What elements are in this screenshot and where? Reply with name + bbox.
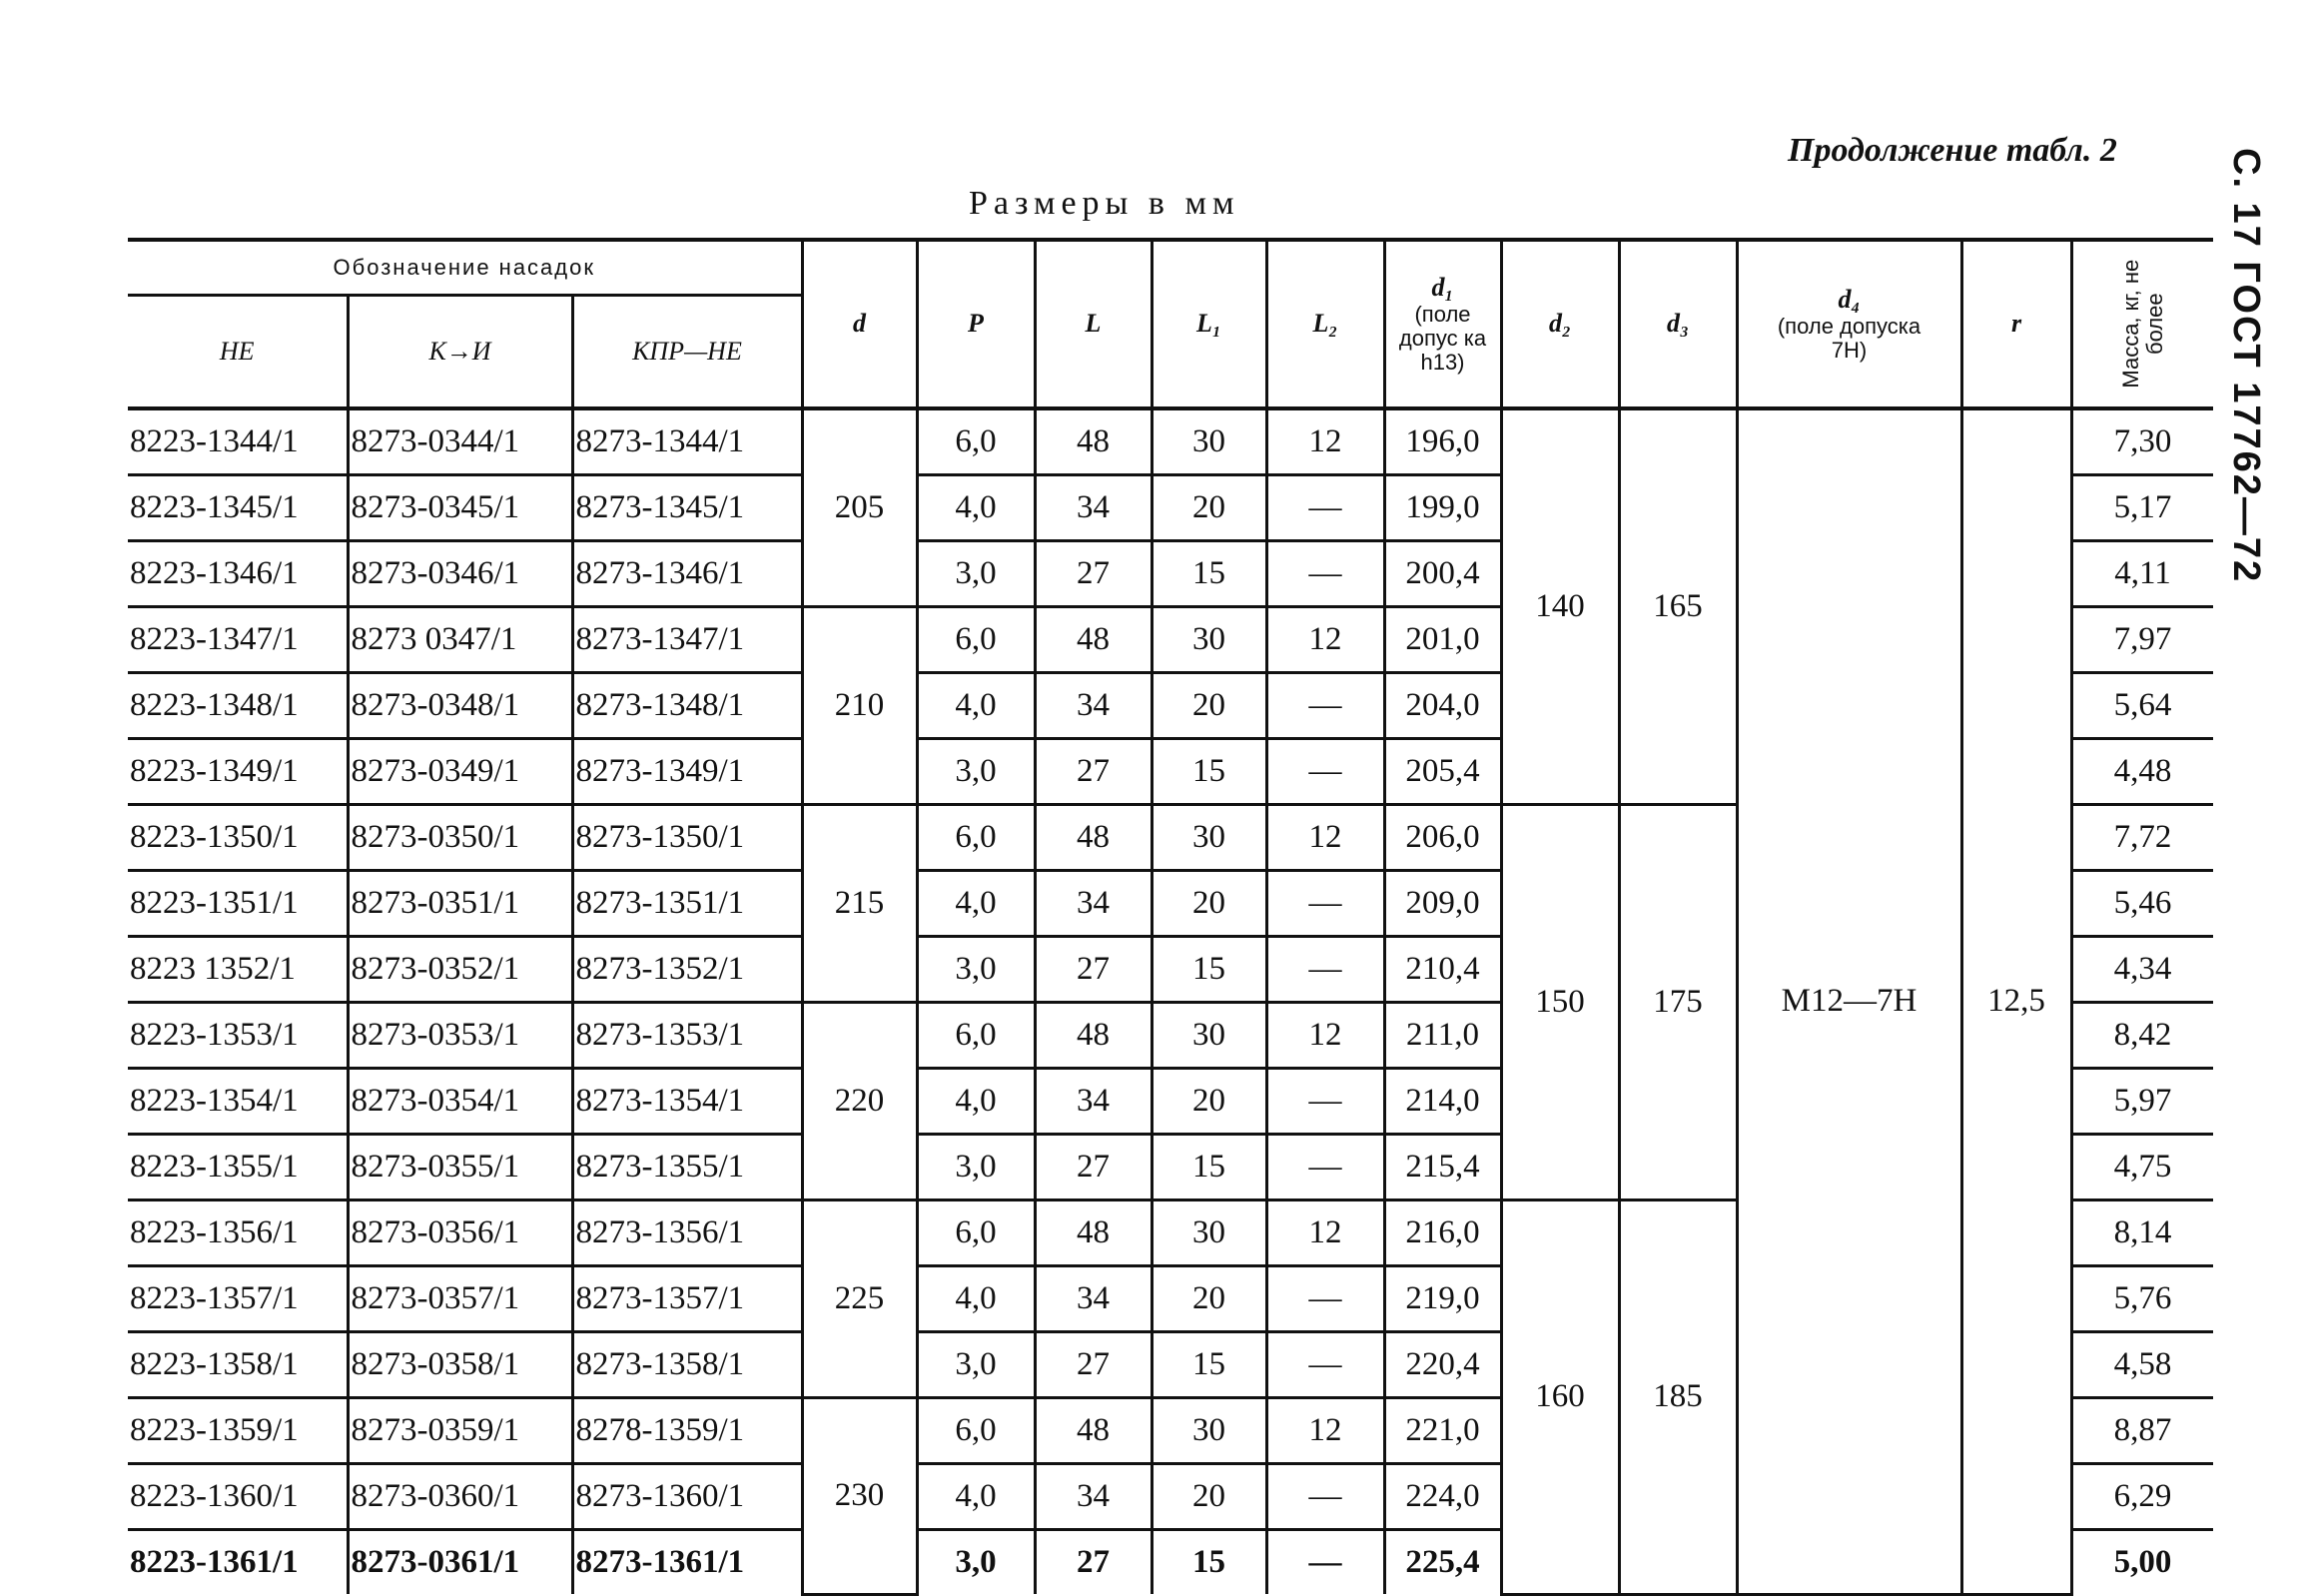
cell-kpr: 8273-1361/1 (572, 1530, 802, 1595)
cell-L2: — (1266, 475, 1384, 541)
cell-L: 48 (1035, 805, 1152, 871)
cell-L2: — (1266, 739, 1384, 805)
table-body (128, 408, 2213, 1594)
col-header-d1 (1384, 240, 1501, 408)
cell-mass: 6,29 (2071, 1464, 2213, 1530)
cell-P: 6,0 (917, 1003, 1035, 1069)
cell-d1: 221,0 (1384, 1398, 1501, 1464)
cell-kpr: 8273-1352/1 (572, 937, 802, 1003)
cell-d: 225 (802, 1200, 917, 1398)
cell-kpr: 8273-1358/1 (572, 1332, 802, 1398)
cell-d2: 140 (1501, 408, 1619, 805)
cell-ki: 8273-0353/1 (348, 1003, 572, 1069)
cell-L: 27 (1035, 1530, 1152, 1595)
cell-ki: 8273 0347/1 (348, 607, 572, 673)
col-header-d4-symbol: d₄ (1838, 285, 1861, 315)
cell-L2: — (1266, 541, 1384, 607)
page-side-label: С. 17 ГОСТ 17762—72 (2225, 148, 2267, 584)
col-header-mass (2071, 240, 2213, 408)
cell-L: 27 (1035, 739, 1152, 805)
cell-L1: 30 (1152, 805, 1266, 871)
cell-d3: 165 (1619, 408, 1737, 805)
cell-d1: 199,0 (1384, 475, 1501, 541)
cell-kpr: 8273-1345/1 (572, 475, 802, 541)
cell-d1: 225,4 (1384, 1530, 1501, 1595)
cell-ne: 8223-1349/1 (128, 739, 348, 805)
cell-d1: 200,4 (1384, 541, 1501, 607)
col-header-d3: d₃ (1619, 240, 1737, 408)
cell-kpr: 8273-1349/1 (572, 739, 802, 805)
cell-mass: 5,64 (2071, 673, 2213, 739)
cell-mass: 5,46 (2071, 871, 2213, 937)
continuation-note: Продолжение табл. 2 (1788, 132, 2117, 169)
cell-L2: — (1266, 1266, 1384, 1332)
cell-L2: 12 (1266, 408, 1384, 475)
cell-ki: 8273-0350/1 (348, 805, 572, 871)
cell-d2: 150 (1501, 805, 1619, 1200)
cell-L1: 30 (1152, 1003, 1266, 1069)
cell-P: 3,0 (917, 1332, 1035, 1398)
cell-ne: 8223-1351/1 (128, 871, 348, 937)
cell-L1: 20 (1152, 1266, 1266, 1332)
cell-ne: 8223-1354/1 (128, 1069, 348, 1135)
cell-L1: 30 (1152, 607, 1266, 673)
col-header-d: d (802, 240, 917, 408)
cell-ne: 8223 1352/1 (128, 937, 348, 1003)
cell-L1: 30 (1152, 1200, 1266, 1266)
cell-L1: 30 (1152, 1398, 1266, 1464)
col-header-r: r (1961, 240, 2071, 408)
cell-L2: — (1266, 1135, 1384, 1200)
cell-P: 6,0 (917, 408, 1035, 475)
cell-ki: 8273-0349/1 (348, 739, 572, 805)
cell-mass: 7,30 (2071, 408, 2213, 475)
cell-mass: 8,14 (2071, 1200, 2213, 1266)
cell-mass: 7,97 (2071, 607, 2213, 673)
cell-L2: — (1266, 1069, 1384, 1135)
cell-ki: 8273-0348/1 (348, 673, 572, 739)
col-header-L1: L₁ (1152, 240, 1266, 408)
cell-kpr: 8273-1350/1 (572, 805, 802, 871)
cell-kpr: 8273-1351/1 (572, 871, 802, 937)
cell-d1: 215,4 (1384, 1135, 1501, 1200)
col-header-P: P (917, 240, 1035, 408)
cell-ne: 8223-1356/1 (128, 1200, 348, 1266)
cell-d3: 175 (1619, 805, 1737, 1200)
cell-P: 3,0 (917, 541, 1035, 607)
cell-L2: 12 (1266, 805, 1384, 871)
cell-L: 34 (1035, 673, 1152, 739)
cell-L: 48 (1035, 1398, 1152, 1464)
cell-P: 4,0 (917, 475, 1035, 541)
cell-ne: 8223-1345/1 (128, 475, 348, 541)
col-header-mass-label: Масса, кг, не более (2117, 260, 2167, 389)
cell-L: 27 (1035, 1332, 1152, 1398)
cell-kpr: 8273-1360/1 (572, 1464, 802, 1530)
cell-d1: 214,0 (1384, 1069, 1501, 1135)
cell-mass: 4,58 (2071, 1332, 2213, 1398)
cell-L1: 15 (1152, 1332, 1266, 1398)
cell-ne: 8223-1357/1 (128, 1266, 348, 1332)
cell-d: 215 (802, 805, 917, 1003)
cell-ki: 8273-0355/1 (348, 1135, 572, 1200)
cell-ne: 8223-1353/1 (128, 1003, 348, 1069)
cell-L2: — (1266, 1464, 1384, 1530)
cell-L: 34 (1035, 1266, 1152, 1332)
group-header: Обозначение насадок (128, 240, 802, 296)
cell-L1: 20 (1152, 475, 1266, 541)
cell-L: 34 (1035, 871, 1152, 937)
col-header-d1-note: (поле допус ка h13) (1398, 301, 1487, 375)
cell-d1: 206,0 (1384, 805, 1501, 871)
cell-d: 210 (802, 607, 917, 805)
spec-table (128, 238, 2213, 1596)
cell-d1: 204,0 (1384, 673, 1501, 739)
cell-ne: 8223-1347/1 (128, 607, 348, 673)
cell-d: 220 (802, 1003, 917, 1200)
table-row (128, 408, 2213, 475)
cell-L1: 15 (1152, 1530, 1266, 1595)
cell-L1: 20 (1152, 1069, 1266, 1135)
cell-L1: 20 (1152, 1464, 1266, 1530)
cell-ki: 8273-0346/1 (348, 541, 572, 607)
cell-kpr: 8273-1357/1 (572, 1266, 802, 1332)
col-header-d1-symbol: d₁ (1431, 272, 1454, 302)
cell-L2: — (1266, 673, 1384, 739)
cell-kpr: 8273-1344/1 (572, 408, 802, 475)
col-header-d4 (1737, 240, 1961, 408)
cell-d1: 201,0 (1384, 607, 1501, 673)
cell-P: 4,0 (917, 1069, 1035, 1135)
cell-d1: 219,0 (1384, 1266, 1501, 1332)
cell-P: 4,0 (917, 1266, 1035, 1332)
cell-kpr: 8273-1347/1 (572, 607, 802, 673)
cell-L: 34 (1035, 1069, 1152, 1135)
cell-ki: 8273-0351/1 (348, 871, 572, 937)
cell-L2: 12 (1266, 1398, 1384, 1464)
cell-L2: 12 (1266, 1003, 1384, 1069)
cell-ki: 8273-0359/1 (348, 1398, 572, 1464)
cell-L: 34 (1035, 475, 1152, 541)
cell-L: 27 (1035, 1135, 1152, 1200)
cell-ne: 8223-1346/1 (128, 541, 348, 607)
cell-L: 48 (1035, 1003, 1152, 1069)
col-header-ki: К→И (348, 296, 572, 409)
cell-d: 205 (802, 408, 917, 607)
cell-d1: 205,4 (1384, 739, 1501, 805)
cell-kpr: 8273-1355/1 (572, 1135, 802, 1200)
cell-ki: 8273-0357/1 (348, 1266, 572, 1332)
cell-L1: 15 (1152, 739, 1266, 805)
cell-L: 48 (1035, 408, 1152, 475)
cell-kpr: 8273-1354/1 (572, 1069, 802, 1135)
cell-mass: 4,75 (2071, 1135, 2213, 1200)
cell-L1: 20 (1152, 871, 1266, 937)
col-header-kpr: КПР—НЕ (572, 296, 802, 409)
cell-d1: 224,0 (1384, 1464, 1501, 1530)
col-header-L: L (1035, 240, 1152, 408)
cell-L1: 30 (1152, 408, 1266, 475)
cell-mass: 7,72 (2071, 805, 2213, 871)
cell-mass: 5,97 (2071, 1069, 2213, 1135)
cell-mass: 8,42 (2071, 1003, 2213, 1069)
cell-mass: 4,11 (2071, 541, 2213, 607)
cell-d: 230 (802, 1398, 917, 1595)
cell-kpr: 8273-1356/1 (572, 1200, 802, 1266)
cell-d2: 160 (1501, 1200, 1619, 1595)
cell-L2: — (1266, 1530, 1384, 1595)
cell-ki: 8273-0354/1 (348, 1069, 572, 1135)
cell-L: 34 (1035, 1464, 1152, 1530)
cell-P: 4,0 (917, 871, 1035, 937)
cell-P: 3,0 (917, 739, 1035, 805)
cell-L: 48 (1035, 1200, 1152, 1266)
cell-mass: 5,76 (2071, 1266, 2213, 1332)
cell-d1: 211,0 (1384, 1003, 1501, 1069)
cell-P: 3,0 (917, 937, 1035, 1003)
cell-L1: 15 (1152, 937, 1266, 1003)
cell-d1: 220,4 (1384, 1332, 1501, 1398)
cell-ne: 8223-1348/1 (128, 673, 348, 739)
cell-ne: 8223-1358/1 (128, 1332, 348, 1398)
cell-ne: 8223-1350/1 (128, 805, 348, 871)
cell-mass: 4,34 (2071, 937, 2213, 1003)
cell-L2: — (1266, 1332, 1384, 1398)
cell-L: 27 (1035, 541, 1152, 607)
cell-P: 6,0 (917, 607, 1035, 673)
cell-ne: 8223-1344/1 (128, 408, 348, 475)
col-header-d4-note: (поле допуска 7H) (1777, 313, 1922, 363)
cell-L2: 12 (1266, 1200, 1384, 1266)
cell-L1: 15 (1152, 1135, 1266, 1200)
cell-P: 6,0 (917, 805, 1035, 871)
cell-L2: — (1266, 871, 1384, 937)
cell-kpr: 8273-1348/1 (572, 673, 802, 739)
cell-mass: 5,00 (2071, 1530, 2213, 1595)
cell-mass: 4,48 (2071, 739, 2213, 805)
cell-mass: 8,87 (2071, 1398, 2213, 1464)
cell-L1: 15 (1152, 541, 1266, 607)
cell-d4: M12—7H (1737, 408, 1961, 1594)
cell-P: 3,0 (917, 1135, 1035, 1200)
cell-P: 6,0 (917, 1200, 1035, 1266)
cell-d1: 196,0 (1384, 408, 1501, 475)
cell-P: 3,0 (917, 1530, 1035, 1595)
cell-ki: 8273-0344/1 (348, 408, 572, 475)
cell-kpr: 8278-1359/1 (572, 1398, 802, 1464)
cell-ne: 8223-1361/1 (130, 1544, 299, 1580)
table-container (128, 238, 2213, 1596)
cell-ki: 8273-0352/1 (348, 937, 572, 1003)
cell-L1: 20 (1152, 673, 1266, 739)
cell-P: 4,0 (917, 1464, 1035, 1530)
col-header-ne: НЕ (128, 296, 348, 409)
cell-d3: 185 (1619, 1200, 1737, 1595)
cell-ki: 8273-0356/1 (348, 1200, 572, 1266)
cell-d1: 209,0 (1384, 871, 1501, 937)
cell-ne: 8223-1360/1 (128, 1464, 348, 1530)
cell-d1: 216,0 (1384, 1200, 1501, 1266)
cell-ki: 8273-0360/1 (348, 1464, 572, 1530)
cell-d1: 210,4 (1384, 937, 1501, 1003)
cell-L2: — (1266, 937, 1384, 1003)
cell-L2: 12 (1266, 607, 1384, 673)
cell-ne: 8223-1359/1 (128, 1398, 348, 1464)
cell-mass: 5,17 (2071, 475, 2213, 541)
dimensions-note: Размеры в мм (969, 185, 1240, 222)
cell-ki: 8273-0361/1 (348, 1530, 572, 1595)
col-header-d2: d₂ (1501, 240, 1619, 408)
cell-kpr: 8273-1346/1 (572, 541, 802, 607)
cell-L: 27 (1035, 937, 1152, 1003)
cell-ne: 8223-1355/1 (128, 1135, 348, 1200)
cell-ki: 8273-0358/1 (348, 1332, 572, 1398)
cell-P: 4,0 (917, 673, 1035, 739)
col-header-L2: L₂ (1266, 240, 1384, 408)
cell-ki: 8273-0345/1 (348, 475, 572, 541)
cell-P: 6,0 (917, 1398, 1035, 1464)
cell-L: 48 (1035, 607, 1152, 673)
cell-r: 12,5 (1961, 408, 2071, 1594)
cell-kpr: 8273-1353/1 (572, 1003, 802, 1069)
